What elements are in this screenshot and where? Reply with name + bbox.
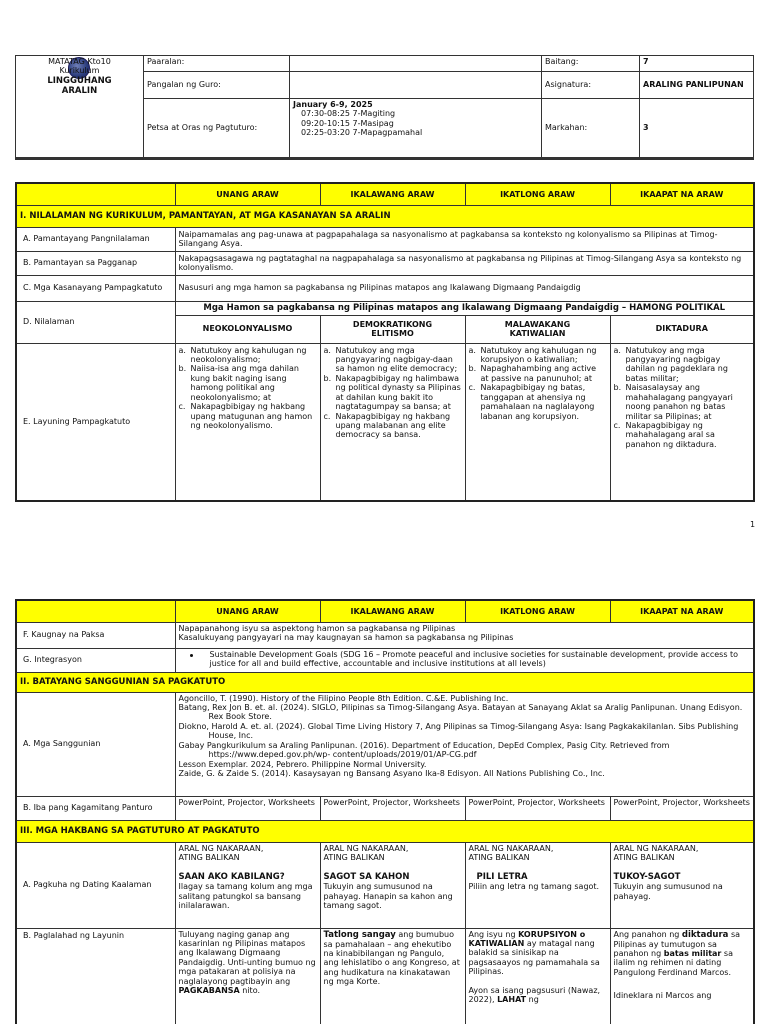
markahan-label: Markahan:	[542, 99, 640, 159]
section-2-title: II. BATAYANG SANGGUNIAN SA PAGKATUTO	[16, 672, 754, 692]
row-f-label: F. Kaugnay na Paksa	[16, 622, 175, 648]
paaralan-label: Paaralan:	[144, 56, 290, 72]
objective-item: Napaghahambing ang active at passive na panunuhol; at	[480, 364, 597, 383]
reference-item: Lesson Exemplar. 2024, Pebrero. Philippine Normal University.	[178, 759, 427, 769]
day-header-blank-p2	[16, 600, 175, 622]
row-dating-kaalaman-label: A. Pagkuha ng Dating Kaalaman	[16, 842, 175, 928]
reference-item: Gabay Pangkurikulum sa Araling Panlipunan. (2016). Department of Education, DepEd Complex, Pasig City. Retrieved from https://www.deped.gov.ph/wp- content/uploads/2019/01/AP-CG.pdf	[178, 740, 670, 760]
row-layunin-label: B. Paglalahad ng Layunin	[16, 928, 175, 1024]
objective-item: Nakapagbibigay ng mahahalagang aral sa panahon ng diktadura.	[625, 421, 717, 449]
asignatura-value: ARALING PANLIPUNAN	[640, 72, 754, 99]
reference-item: Zaide, G. & Zaide S. (2014). Kasaysayan ng Bansang Asyano Ika-8 Edisyon. All Nations Publishing Co., Inc.	[178, 769, 605, 778]
materials-day-2: PowerPoint, Projector, Worksheets	[320, 796, 465, 820]
asignatura-label: Asignatura:	[542, 72, 640, 99]
objective-item: Natutukoy ang kahulugan ng korupsiyon o katiwalian;	[480, 345, 597, 364]
objective-item: Nakapagbibigay ng halimbawa ng political dynasty sa Pilipinas at dahilan kung bakit ito nagtatagumpay sa bansa; at	[335, 373, 461, 412]
objective-item: Naiisa-isa ang mga dahilan kung bakit naging isang hamong politikal ang neokolonyalismo; at	[190, 364, 300, 402]
topic-3: MALAWAKANG KATIWALIAN	[465, 315, 610, 343]
prior-knowledge-day-4: ARAL NG NAKARAAN, ATING BALIKAN TUKOY-SAGOT Tukuyin ang sumusunod na pahayag.	[610, 842, 754, 928]
activity-title: SAAN AKO KABILANG?	[178, 872, 285, 883]
bullet-icon	[190, 654, 193, 657]
curriculum-line1: MATATAG Kto10	[48, 57, 111, 66]
prior-knowledge-day-1: ARAL NG NAKARAAN, ATING BALIKAN SAAN AKO KABILANG? Ilagay sa tamang kolum ang mga salitang patungkol sa bansang inilalarawan.	[175, 842, 320, 928]
objective-item: Nakapagbibigay ng hakbang upang malabanan ang elite democracy sa bansa.	[335, 411, 451, 440]
day-header-2: IKALAWANG ARAW	[320, 183, 465, 205]
related-topic-2: Kasalukuyang pangyayari na may kaugnayan sa hamon sa pagkabansa ng Pilipinas	[178, 632, 514, 642]
row-kagamitan-label: B. Iba pang Kagamitang Panturo	[16, 796, 175, 820]
objectives-day-2: a. Natutukoy ang mga pangyayaring nagbigay-daan sa hamon ng elite democracy; b. Nakapagbibigay ng halimbawa ng political dynasty sa Pilipinas at dahilan kung bakit ito nagtatagumpay sa bansa; at c. Nakapagbibigay ng hakbang upang malabanan ang elite democracy sa bansa.	[320, 343, 465, 501]
objective-item: Nakapagbibigay ng batas, tanggapan at ahensiya ng pamahalaan na naglalayong labanan ang korupsiyon.	[480, 383, 595, 421]
day-header-3: IKATLONG ARAW	[465, 183, 610, 205]
objective-presentation-day-1: Tuluyang naging ganap ang kasarinlan ng Pilipinas matapos ang Ikalawang Digmaang Pandaigdig. Unti-unting bumuo ng mga patakaran at polisiya na naglalayong pagtibayin ang PAGKABANSA nito.	[175, 928, 320, 1024]
day-header-3-p2: IKATLONG ARAW	[465, 600, 610, 622]
activity-title: TUKOY-SAGOT	[613, 872, 681, 883]
markahan-value: 3	[640, 99, 754, 159]
related-topic-1: Napapanahong isyu sa aspektong hamon sa pagkabansa ng Pilipinas	[178, 623, 456, 633]
row-a-label: A. Pamantayang Pangnilalaman	[16, 227, 175, 251]
references-cell	[175, 692, 754, 796]
row-sanggunian-label: A. Mga Sanggunian	[16, 692, 175, 796]
objective-item: Nakapagbibigay ng hakbang upang matugunan ang hamon ng neokolonyalismo.	[190, 402, 313, 430]
reference-item: Diokno, Harold A. et. al. (2024). Global Time Living History 7, Ang Pilipinas sa Timog-Silangang Asya: Isang Pagkakakilanlan. Sibs Publishing House, Inc.	[178, 721, 739, 741]
activity-title: PILI LETRA	[476, 872, 528, 883]
schedule-line-1: 07:30-08:25 7-Magiting	[301, 109, 396, 119]
schedule-line-2: 09:20-10:15 7-Masipag	[301, 118, 394, 128]
objective-presentation-day-4: Ang panahon ng diktadura sa Pilipinas ay tumutugon sa panahon ng batas militar sa ilalim ng rehimen ni dating Pangulong Ferdinand Marcos. Idineklara ni Marcos ang	[610, 928, 754, 1024]
reference-item: Batang, Rex Jon B. et. al. (2024). SIGLO, Pilipinas sa Timog-Silangang Asya. Batayan at Sanayang Aklat sa Aralig Panlipunan. Unang Edisyon. Rex Book Store.	[178, 702, 743, 722]
activity-title: SAGOT SA KAHON	[323, 872, 410, 883]
objectives-day-3: a. Natutukoy ang kahulugan ng korupsiyon o katiwalian; b. Napaghahambing ang active at passive na panunuhol; at c. Nakapagbibigay ng batas, tanggapan at ahensiya ng pamahalaan na naglalayong labanan ang korupsiyon.	[465, 343, 610, 501]
row-b-text: Nakapagsasagawa ng pagtataghal na nagpapahalaga sa nasyonalismo at pagkabansa ng Pilipinas at Timog-Silangang Asya sa konteksto ng kolonyalismo.	[175, 251, 754, 275]
topic-2: DEMOKRATIKONG ELITISMO	[320, 315, 465, 343]
day-header-2-p2: IKALAWANG ARAW	[320, 600, 465, 622]
row-d-title: Mga Hamon sa pagkabansa ng Pilipinas matapos ang Ikalawang Digmaang Pandaigdig – HAMONG POLITIKAL	[175, 301, 754, 315]
objective-presentation-day-2: Tatlong sangay ang bumubuo sa pamahalaan – ang ehekutibo na kinabibilangan ng Pangulo, ang lehislatibo o ang Kongreso, at ang hudikatura na kinakatawan ng mga Korte.	[320, 928, 465, 1024]
day-header-1: UNANG ARAW	[175, 183, 320, 205]
row-d-label: D. Nilalaman	[16, 301, 175, 343]
guro-label: Pangalan ng Guro:	[144, 72, 290, 99]
curriculum-line2: Kurikulum	[59, 66, 100, 76]
row-c-label: C. Mga Kasanayang Pampagkatuto	[16, 275, 175, 301]
baitang-value: 7	[640, 56, 754, 72]
prior-knowledge-day-2: ARAL NG NAKARAAN, ATING BALIKAN SAGOT SA KAHON Tukuyin ang sumusunod na pahayag. Hanapin sa kahon ang tamang sagot.	[320, 842, 465, 928]
row-e-label: E. Layuning Pampagkatuto	[16, 343, 175, 501]
row-c-text: Nasusuri ang mga hamon sa pagkabansa ng Pilipinas matapos ang Ikalawang Digmaang Pandaigdig	[175, 275, 754, 301]
objectives-day-1: a. Natutukoy ang kahulugan ng neokolonyalismo; b. Naiisa-isa ang mga dahilan kung bakit naging isang hamong politikal ang neokolonyalismo; at c. Nakapagbibigay ng hakbang upang matugunan ang hamon ng neokolonyalismo.	[175, 343, 320, 501]
petsa-label: Petsa at Oras ng Pagtuturo:	[144, 99, 290, 159]
materials-day-1: PowerPoint, Projector, Worksheets	[175, 796, 320, 820]
row-g-label: G. Integrasyon	[16, 648, 175, 672]
objective-item: Natutukoy ang mga pangyayaring nagbigay-daan sa hamon ng elite democracy;	[335, 345, 458, 374]
row-g-text	[175, 648, 754, 672]
objective-presentation-day-3: Ang isyu ng KORUPSIYON o KATIWALIAN ay matagal nang balakid sa sinisikap na pagsasaayos ng pamamahala sa Pilipinas. Ayon sa isang pagsusuri (Nawaz, 2022), LAHAT ng	[465, 928, 610, 1024]
section-3-title: III. MGA HAKBANG SA PAGTUTURO AT PAGKATUTO	[16, 820, 754, 842]
petsa-date: January 6-9, 2025	[293, 100, 373, 109]
materials-day-3: PowerPoint, Projector, Worksheets	[465, 796, 610, 820]
baitang-label: Baitang:	[542, 56, 640, 72]
topic-4: DIKTADURA	[610, 315, 754, 343]
objective-item: Naisasalaysay ang mahahalagang pangyayari noong panahon ng batas militar sa Pilipinas; at	[625, 383, 733, 421]
row-b-label: B. Pamantayan sa Pagganap	[16, 251, 175, 275]
section-1-title: I. NILALAMAN NG KURIKULUM, PAMANTAYAN, AT MGA KASANAYAN SA ARALIN	[16, 205, 754, 227]
materials-day-4: PowerPoint, Projector, Worksheets	[610, 796, 754, 820]
schedule-line-3: 02:25-03:20 7-Mapagpamahal	[301, 128, 423, 138]
objective-item: Natutukoy ang mga pangyayaring nagbigay dahilan ng pagdeklara ng batas militar;	[625, 345, 728, 383]
row-f-text	[175, 622, 754, 648]
lesson-table-page2	[15, 599, 755, 1024]
lesson-title: LINGGUHANG ARALIN	[47, 75, 112, 96]
objectives-day-4: a. Natutukoy ang mga pangyayaring nagbigay dahilan ng pagdeklara ng batas militar; b. Naisasalaysay ang mahahalagang pangyayari noong panahon ng batas militar sa Pilipinas; at c. Nakapagbibigay ng mahahalagang aral sa panahon ng diktadura.	[610, 343, 754, 501]
objective-item: Natutukoy ang kahulugan ng neokolonyalismo;	[190, 345, 307, 364]
day-header-4-p2: IKAAPAT NA ARAW	[610, 600, 754, 622]
page-number: 1	[750, 520, 756, 529]
topic-1: NEOKOLONYALISMO	[175, 315, 320, 343]
reference-item: Agoncillo, T. (1990). History of the Filipino People 8th Edition. C.&E. Publishing Inc.	[178, 693, 509, 703]
day-header-1-p2: UNANG ARAW	[175, 600, 320, 622]
prior-knowledge-day-3: ARAL NG NAKARAAN, ATING BALIKAN PILI LETRA Piliin ang letra ng tamang sagot.	[465, 842, 610, 928]
integration-text: Sustainable Development Goals (SDG 16 – Promote peaceful and inclusive societies for sustainable development, provide access to justice for all and build effective, accountable and inclusive institutions at all levels)	[209, 649, 739, 668]
day-header-4: IKAAPAT NA ARAW	[610, 183, 754, 205]
row-a-text: Naipamamalas ang pag-unawa at pagpapahalaga sa nasyonalismo at pagkabansa sa konteksto ng kolonyalismo sa Pilipinas at Timog-Silangang Asya.	[175, 227, 754, 251]
